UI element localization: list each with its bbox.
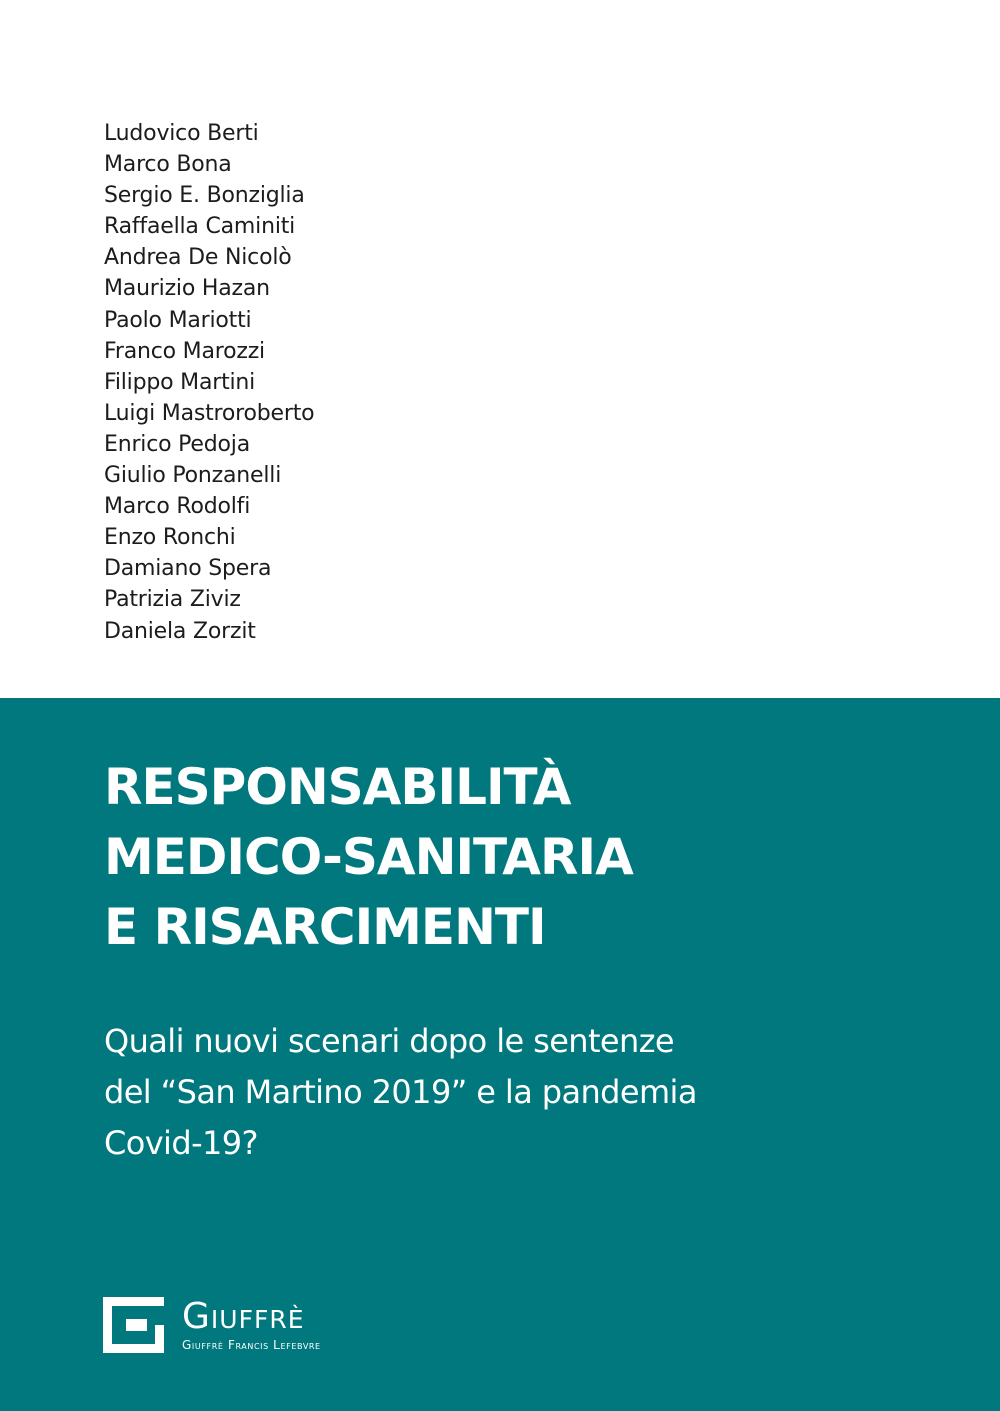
author-name: Giulio Ponzanelli <box>104 463 282 489</box>
author-list <box>104 118 314 647</box>
subtitle-line: del “San Martino 2019” e la pandemia <box>104 1073 697 1111</box>
title-line: MEDICO-SANITARIA <box>104 828 633 886</box>
subtitle-line: Covid-19? <box>104 1124 258 1162</box>
author-name: Marco Bona <box>104 152 232 178</box>
publisher-tagline: Giuffrè Francis Lefebvre <box>182 1337 321 1352</box>
title-line: RESPONSABILITÀ <box>104 758 571 816</box>
title-line: E RISARCIMENTI <box>104 898 546 956</box>
publisher-name: Giuffrè <box>182 1295 305 1337</box>
author-name: Marco Rodolfi <box>104 494 251 520</box>
author-name: Raffaella Caminiti <box>104 214 296 240</box>
author-name: Enzo Ronchi <box>104 525 236 551</box>
book-subtitle <box>104 1016 697 1169</box>
author-name: Daniela Zorzit <box>104 618 256 644</box>
author-name: Patrizia Ziviz <box>104 587 241 613</box>
author-name: Andrea De Nicolò <box>104 245 292 271</box>
giuffre-logo-mark-icon <box>103 1297 164 1353</box>
author-name: Enrico Pedoja <box>104 431 250 457</box>
author-name: Ludovico Berti <box>104 121 259 146</box>
author-name: Franco Marozzi <box>104 338 265 364</box>
author-name: Paolo Mariotti <box>104 307 252 333</box>
subtitle-line: Quali nuovi scenari dopo le sentenze <box>104 1022 674 1060</box>
author-name: Maurizio Hazan <box>104 276 270 302</box>
author-name: Filippo Martini <box>104 369 256 395</box>
author-name: Damiano Spera <box>104 556 272 582</box>
author-name: Sergio E. Bonziglia <box>104 183 305 209</box>
publisher-logo <box>103 1297 321 1353</box>
author-name: Luigi Mastroroberto <box>104 400 315 426</box>
book-title <box>104 752 633 962</box>
